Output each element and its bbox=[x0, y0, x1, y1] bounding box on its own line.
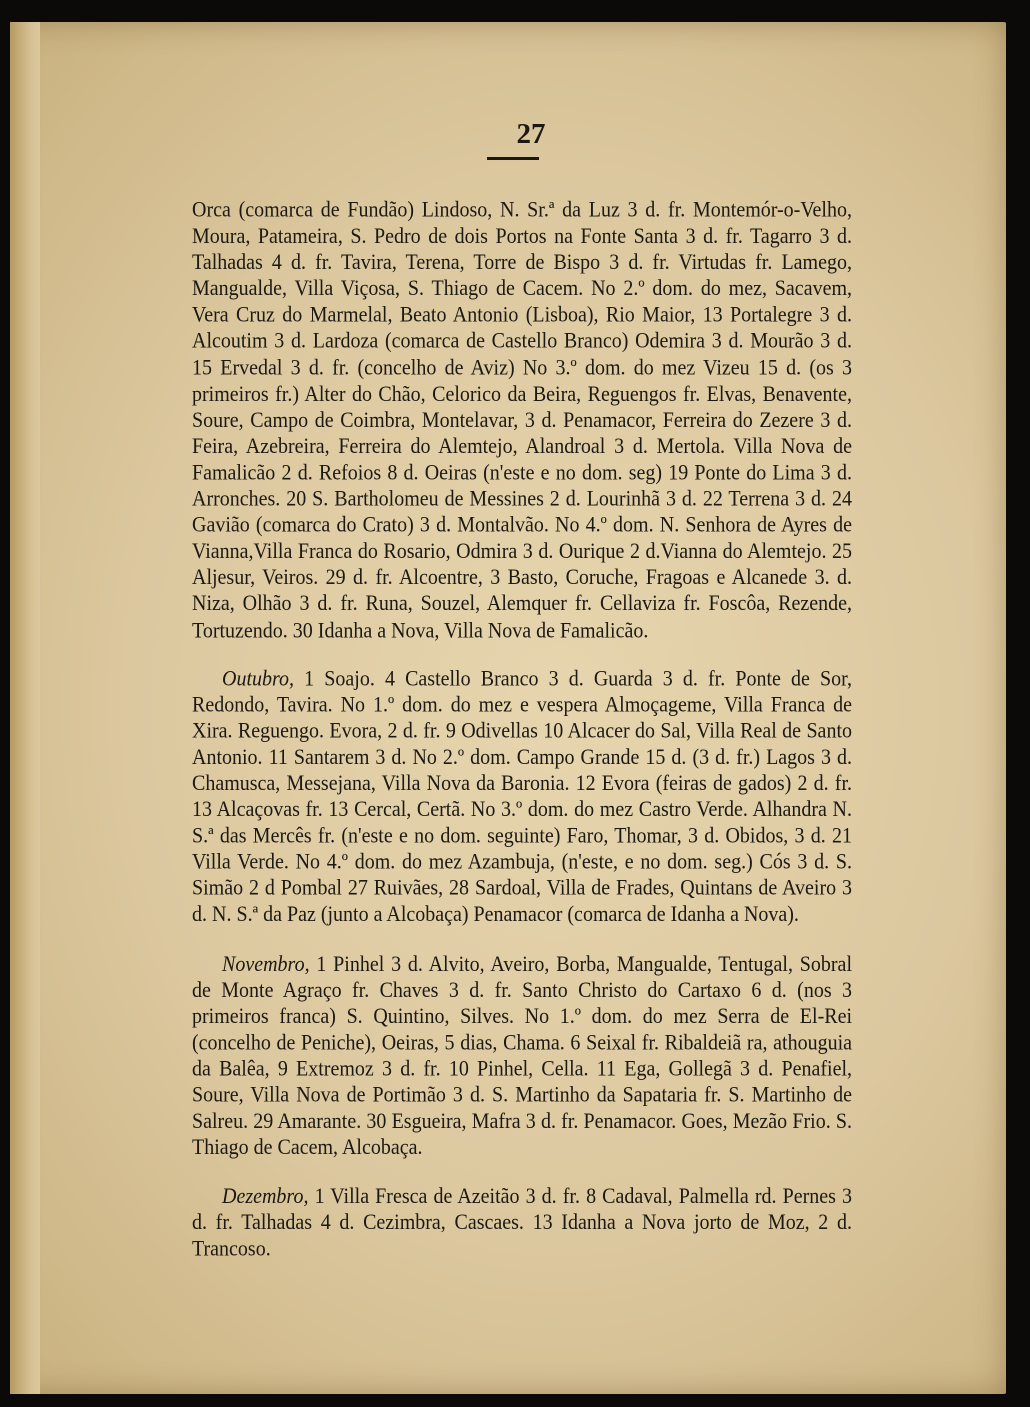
paragraph-text: 1 Villa Fresca de Azeitão 3 d. fr. 8 Cadaval, Palmella rd. Pernes 3 d. fr. Talhadas 4 d. Cezimbra, Cascaes. 13 Idanha a Nova jorto de Moz, 2 d. Trancoso. bbox=[192, 1184, 852, 1262]
paragraph-text: 1 Pinhel 3 d. Alvito, Aveiro, Borba, Mangualde, Tentugal, Sobral de Monte Agraço fr. Chaves 3 d. fr. Santo Christo do Cartaxo 6 d. (nos 3 primeiros franca) S. Quintino, Silves. No 1.º dom. do mez Serra de El-Rei (concelho de Peniche), Oeiras, 5 dias, Chama. 6 Seixal fr. Ribaldeiã ra, athouguia da Balêa, 9 Extremoz 3 d. fr. 10 Pinhel, Cella. 11 Ega, Gollegã 3 d. Penafiel, Soure, Villa Nova de Portimão 3 d. S. Martinho da Sapataria fr. S. Martinho de Salreu. 29 Amarante. 30 Esgueira, Mafra 3 d. fr. Penamacor. Goes, Mezão Frio. S. Thiago de Cacem, Alcobaça. bbox=[192, 951, 852, 1160]
paragraph-september bbox=[192, 197, 852, 643]
paragraph-december bbox=[192, 1184, 852, 1263]
paragraph-november bbox=[192, 951, 852, 1161]
paragraph-text: Orca (comarca de Fundão) Lindoso, N. Sr.ª da Luz 3 d. fr. Montemór-o-Velho, Moura, Patameira, S. Pedro de dois Portos na Fonte Santa 3 d. fr. Tagarro 3 d. Talhadas 4 d. fr. Tavira, Terena, Torre de Bispo 3 d. fr. Virtudas fr. Lamego, Mangualde, Villa Viçosa, S. Thiago de Cacem. No 2.º dom. do mez, Sacavem, Vera Cruz do Marmelal, Beato Antonio (Lisboa), Rio Maior, 13 Portalegre 3 d. Alcoutim 3 d. Lardoza (comarca de Castello Branco) Odemira 3 d. Mourão 3 d. 15 Ervedal 3 d. fr. (concelho de Aviz) No 3.º dom. do mez Vizeu 15 d. (os 3 primeiros fr.) Alter do Chão, Celorico da Beira, Reguengos fr. Elvas, Benavente, Soure, Campo de Coimbra, Montelavar, 3 d. Penamacor, Ferreira do Zezere 3 d. Feira, Azebreira, Ferreira do Alemtejo, Alandroal 3 d. Mertola. Villa Nova de Famalicão 2 d. Refoios 8 d. Oeiras (n'este e no dom. seg) 19 Ponte do Lima 3 d. Arronches. 20 S. Bartholomeu de Messines 2 d. Lourinhã 3 d. 22 Terrena 3 d. 24 Gavião (comarca do Crato) 3 d. Montalvão. No 4.º dom. N. Senhora de Ayres de Vianna,Villa Franca do Rosario, Odmira 3 d. Ourique 2 d.Vianna do Alemtejo. 25 Aljesur, Veiros. 29 d. fr. Alcoentre, 3 Basto, Coruche, Fragoas e Alcanede 3. d. Niza, Olhão 3 d. fr. Runa, Souzel, Alemquer fr. Cellaviza fr. Foscôa, Rezende, Tortuzendo. 30 Idanha a Nova, Villa Nova de Famalicão. bbox=[192, 198, 852, 643]
page-spine-shadow bbox=[10, 22, 40, 1394]
month-heading: Novembro, bbox=[222, 951, 310, 976]
page-number-rule bbox=[487, 157, 539, 160]
page-number: 27 bbox=[516, 118, 546, 150]
body-text bbox=[192, 197, 852, 1285]
month-heading: Outubro, bbox=[222, 666, 295, 691]
paragraph-text: 1 Soajo. 4 Castello Branco 3 d. Guarda 3 d. fr. Ponte de Sor, Redondo, Tavira. No 1.º dom. do mez e vespera Almoçageme, Villa Franca de Xira. Reguengo. Evora, 2 d. fr. 9 Odivellas 10 Alcacer do Sal, Villa Real de Santo Antonio. 11 Santarem 3 d. No 2.º dom. Campo Grande 15 d. (3 d. fr.) Lagos 3 d. Chamusca, Messejana, Villa Nova da Baronia. 12 Evora (feiras de gados) 2 d. fr. 13 Alcaçovas fr. 13 Cercal, Certã. No 3.º dom. do mez Castro Verde. Alhandra N. S.ª das Mercês fr. (n'este e no dom. seguinte) Faro, Thomar, 3 d. Obidos, 3 d. 21 Villa Verde. No 4.º dom. do mez Azambuja, (n'este, e no dom. seg.) Cós 3 d. S. Simão 2 d Pombal 27 Ruivães, 28 Sardoal, Villa de Frades, Quintans de Aveiro 3 d. N. S.ª da Paz (junto a Alcobaça) Penamacor (comarca de Idanha a Nova). bbox=[192, 666, 852, 927]
month-heading: Dezembro, bbox=[222, 1184, 309, 1209]
paragraph-october bbox=[192, 665, 852, 928]
